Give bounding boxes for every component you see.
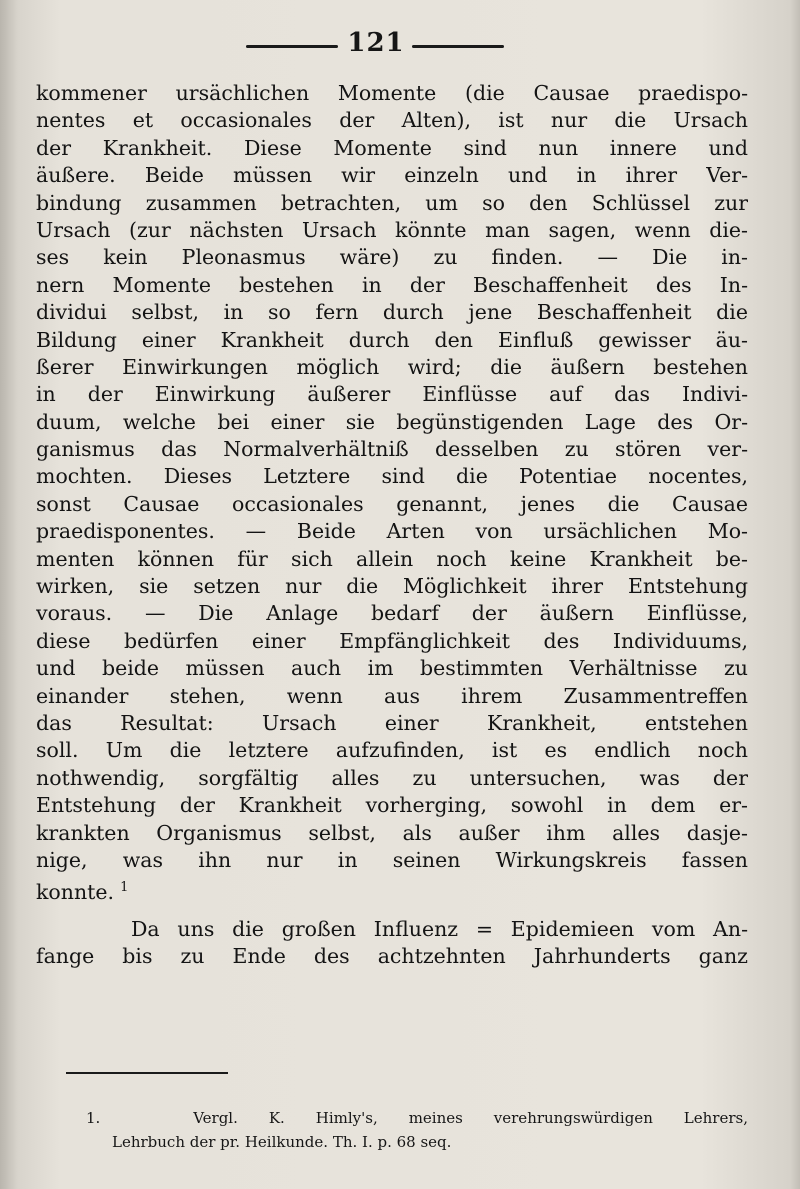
text-line: nern Momente bestehen in der Beschaffenheit des In- — [36, 272, 748, 297]
text-line: soll. Um die letztere aufzufinden, ist es endlich noch — [36, 738, 748, 763]
text-line: sonst Causae occasionales genannt, jenes die Causae — [36, 491, 748, 516]
text-line-final-text: konnte. — [36, 880, 115, 902]
text-line: dividui selbst, in so fern durch jene Beschaffenheit die — [36, 300, 748, 325]
text-line-final — [36, 874, 748, 901]
footnote-line-2: Lehrbuch der pr. Heilkunde. Th. I. p. 68 seq. — [112, 1133, 452, 1151]
text-line: ses kein Pleonasmus wäre) zu finden. — Die in- — [36, 245, 748, 270]
text-line: diese bedürfen einer Empfänglichkeit des Individuums, — [36, 628, 748, 653]
text-line: mochten. Dieses Letztere sind die Potentiae nocentes, — [36, 464, 748, 489]
main-text — [36, 80, 748, 971]
text-line: einander stehen, wenn aus ihrem Zusammentreffen — [36, 683, 748, 708]
text-line: nentes et occasionales der Alten), ist nur die Ursach — [36, 108, 748, 133]
text-line: duum, welche bei einer sie begünstigenden Lage des Or- — [36, 409, 748, 434]
footnote-separator — [66, 1072, 228, 1074]
text-line: fange bis zu Ende des achtzehnten Jahrhunderts ganz — [36, 944, 748, 969]
header-rule-right — [412, 45, 504, 48]
paragraph-1 — [36, 80, 748, 902]
footnote — [86, 1106, 748, 1154]
text-line: und beide müssen auch im bestimmten Verhältnisse zu — [36, 656, 748, 681]
text-line: ganismus das Normalverhältniß desselben zu stören ver- — [36, 437, 748, 462]
page-header — [0, 28, 800, 58]
text-line: bindung zusammen betrachten, um so den Schlüssel zur — [36, 190, 748, 215]
text-line: Da uns die großen Influenz = Epidemieen vom An- — [131, 916, 748, 941]
text-line: Bildung einer Krankheit durch den Einfluß gewisser äu- — [36, 327, 748, 352]
footnote-number: 1. — [86, 1109, 101, 1127]
footnote-text: Vergl. K. Himly's, meines verehrungswürdigen Lehrers, — [193, 1109, 748, 1127]
paragraph-2 — [36, 916, 748, 971]
paragraph-gap — [36, 902, 748, 916]
footnote-reference[interactable]: 1 — [120, 880, 129, 896]
text-line: wirken, sie setzen nur die Möglichkeit ihrer Entstehung — [36, 574, 748, 599]
text-line: Entstehung der Krankheit vorherging, sowohl in dem er- — [36, 793, 748, 818]
text-line: äußere. Beide müssen wir einzeln und in ihrer Ver- — [36, 163, 748, 188]
text-line: praedisponentes. — Beide Arten von ursächlichen Mo- — [36, 519, 748, 544]
footnote-line-1 — [86, 1106, 748, 1130]
text-line: nige, was ihn nur in seinen Wirkungskreis fassen — [36, 847, 748, 872]
text-line: krankten Organismus selbst, als außer ihm alles dasje- — [36, 820, 748, 845]
text-line: nothwendig, sorgfältig alles zu untersuchen, was der — [36, 765, 748, 790]
page-number: 121 — [347, 28, 405, 58]
text-line: ßerer Einwirkungen möglich wird; die äußern bestehen — [36, 354, 748, 379]
text-line: das Resultat: Ursach einer Krankheit, entstehen — [36, 710, 748, 735]
text-line: voraus. — Die Anlage bedarf der äußern Einflüsse, — [36, 601, 748, 626]
text-line: kommener ursächlichen Momente (die Causae praedispo- — [36, 81, 748, 105]
text-line: Ursach (zur nächsten Ursach könnte man sagen, wenn die- — [36, 217, 748, 242]
text-line: menten können für sich allein noch keine Krankheit be- — [36, 546, 748, 571]
text-line: der Krankheit. Diese Momente sind nun innere und — [36, 135, 748, 160]
header-rule-left — [246, 45, 338, 48]
text-line: in der Einwirkung äußerer Einflüsse auf das Indivi- — [36, 382, 748, 407]
